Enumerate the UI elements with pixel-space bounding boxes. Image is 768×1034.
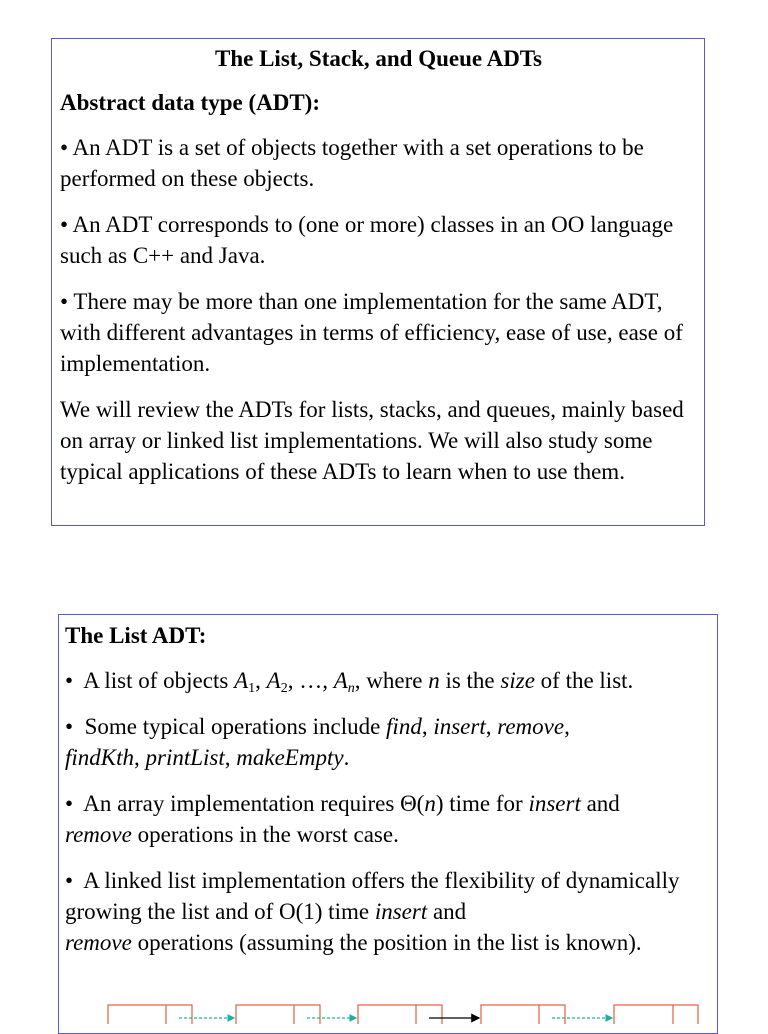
bullet-list-definition: • A list of objects $A_1$, $A_2$, …, $A_n$, where n is the size of the list. bbox=[65, 668, 634, 696]
linked-list-nodes bbox=[108, 1005, 698, 1024]
bullet-adt-classes: • An ADT corresponds to (one or more) classes in an OO language such as C++ and Java. bbox=[60, 212, 674, 268]
closing-paragraph: We will review the ADTs for lists, stacks, and queues, mainly based on array or linked list implementations. We will also study some typical applications of these ADTs to learn when to use them. bbox=[60, 397, 684, 484]
section-heading: Abstract data type (ADT): bbox=[60, 90, 320, 115]
bullet-adt-implementations: • There may be more than one implementation for the same ADT, with different advantages in terms of efficiency, ease of use, ease of implementation. bbox=[60, 289, 683, 376]
slide-title: The List, Stack, and Queue ADTs bbox=[215, 46, 542, 71]
list-node-3 bbox=[358, 1005, 442, 1024]
bullet-linked-list-implementation: • A linked list implementation offers the flexibility of dynamically growing the list and of O(1) time insert and remove operations (assuming the position in the list is known). bbox=[65, 868, 680, 955]
list-node-5 bbox=[614, 1005, 698, 1024]
bullet-adt-definition: • An ADT is a set of objects together with a set operations to be performed on these objects. bbox=[60, 135, 644, 191]
list-node-1 bbox=[108, 1005, 192, 1024]
list-node-4 bbox=[481, 1005, 565, 1024]
section-heading: The List ADT: bbox=[65, 623, 207, 648]
bullet-array-implementation: • An array implementation requires Θ(n) time for insert and remove operations in the worst case. bbox=[65, 791, 620, 847]
bullet-list-operations: • Some typical operations include find, insert, remove, findKth, printList, makeEmpty. bbox=[65, 714, 570, 770]
list-node-2 bbox=[236, 1005, 320, 1024]
